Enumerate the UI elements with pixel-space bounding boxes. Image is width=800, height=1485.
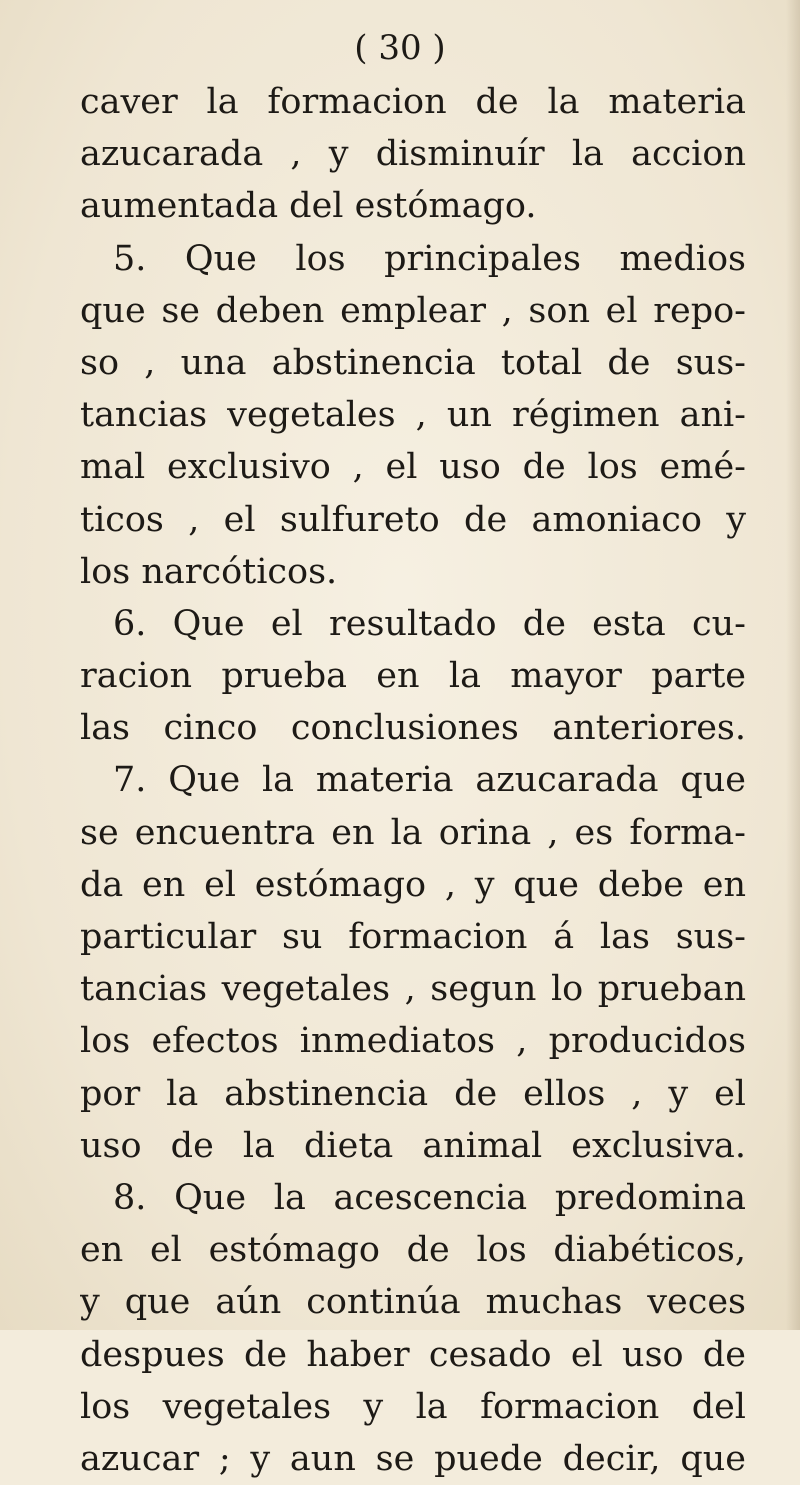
text-line-15: se encuentra en la orina , es forma-	[80, 812, 746, 853]
text-line-26: los vegetales y la formacion del	[80, 1386, 746, 1427]
page-number: ( 30 )	[354, 28, 446, 68]
text-line-17: particular su formacion á las sus-	[80, 917, 746, 957]
text-line-2: azucarada , y disminuír la accion	[80, 134, 746, 175]
text-line-11: 6. Que el resultado de esta cu-	[113, 603, 746, 644]
text-line-9: ticos , el sulfureto de amoniaco y	[80, 499, 746, 540]
text-line-1: caver la formacion de la materia	[80, 82, 746, 122]
text-line-6: so , una abstinencia total de sus-	[80, 342, 746, 383]
text-line-24: y que aún continúa muchas veces	[80, 1282, 746, 1323]
text-line-14: 7. Que la materia azucarada que	[113, 760, 746, 801]
text-line-4: 5. Que los principales medios	[113, 238, 746, 279]
text-line-20: por la abstinencia de ellos , y el	[80, 1073, 746, 1114]
text-line-12: racion prueba en la mayor parte	[80, 656, 746, 697]
text-line-13: las cinco conclusiones anteriores.	[80, 708, 746, 749]
text-line-5: que se deben emplear , son el repo-	[80, 290, 746, 331]
text-line-8: mal exclusivo , el uso de los emé-	[80, 447, 746, 488]
text-line-16: da en el estómago , y que debe en	[80, 864, 746, 905]
text-line-7: tancias vegetales , un régimen ani-	[80, 395, 746, 436]
body-text	[80, 76, 746, 1485]
text-line-18: tancias vegetales , segun lo prueban	[80, 969, 746, 1010]
text-line-25: despues de haber cesado el uso de	[80, 1334, 746, 1375]
text-line-21: uso de la dieta animal exclusiva.	[80, 1125, 746, 1166]
text-line-23: en el estómago de los diabéticos,	[80, 1230, 746, 1271]
text-line-10: los narcóticos.	[80, 551, 338, 592]
text-line-19: los efectos inmediatos , producidos	[80, 1021, 746, 1062]
text-line-3: aumentada del estómago.	[80, 186, 537, 227]
text-line-22: 8. Que la acescencia predomina	[113, 1177, 746, 1218]
page-edge-shadow	[786, 0, 800, 1330]
text-line-27: azucar ; y aun se puede decir, que	[80, 1438, 746, 1479]
